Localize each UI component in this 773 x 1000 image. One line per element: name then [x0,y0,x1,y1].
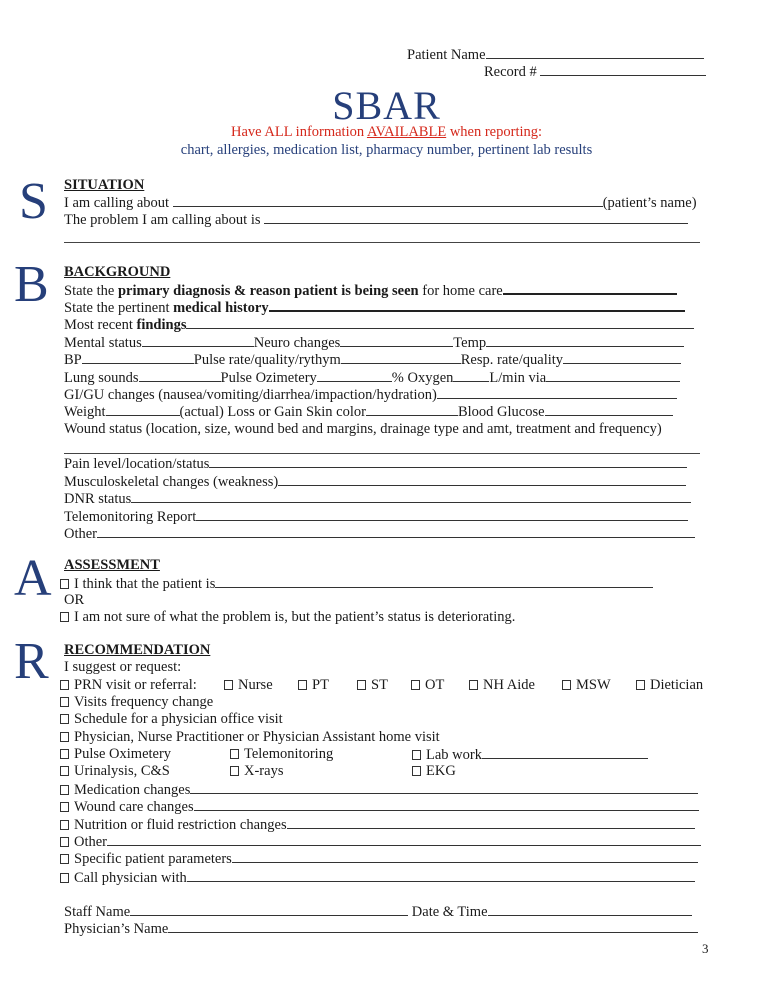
medication-label: Medication changes [74,782,191,798]
musculo-row [64,473,686,491]
oxygen-field[interactable] [453,369,489,382]
situation-line-1-label: I am calling about [64,195,170,211]
wound-care-row [60,798,699,816]
rec-other-row [60,833,701,851]
patient-calling-about-field[interactable] [173,194,603,207]
ot-option [411,677,444,694]
dnr-label: DNR status [64,491,132,507]
skin-color-label: (actual) Loss or Gain Skin color [179,404,366,420]
skin-color-field[interactable] [366,403,458,416]
weight-label: Weight [64,404,106,420]
assessment-2-checkbox[interactable] [60,612,69,622]
page-title: SBAR [332,83,441,128]
physician-row [64,920,698,938]
xrays-label: X-rays [244,763,284,779]
dietician-label: Dietician [650,677,704,693]
medication-field[interactable] [190,781,698,794]
mental-status-field[interactable] [142,334,254,347]
resp-rate-field[interactable] [563,351,681,364]
background-letter: B [14,256,49,313]
call-physician-label: Call physician with [74,870,187,886]
assessment-option-1 [60,575,653,593]
physician-name-field[interactable] [168,920,698,933]
lab-work-field[interactable] [482,746,648,759]
telemonitoring-label: Telemonitoring [244,746,334,762]
page-number: 3 [702,941,709,956]
call-physician-checkbox[interactable] [60,873,69,883]
bp-row [64,351,681,369]
rec-other-label: Other [74,834,108,850]
wound-status-field[interactable] [64,453,700,454]
dietician-option [636,677,703,694]
record-row [484,63,706,81]
physician-np-row [60,729,440,746]
physician-np-checkbox[interactable] [60,732,69,742]
date-time-label: Date & Time [411,904,488,920]
medication-checkbox[interactable] [60,785,69,795]
patient-name-field[interactable] [486,46,704,59]
resp-rate-label: Resp. rate/quality [460,352,564,368]
pd-label-a: State the [64,283,118,299]
problem-field[interactable] [264,211,688,224]
blood-glucose-label: Blood Glucose [457,404,545,420]
date-time-field[interactable] [488,903,692,916]
lab-work-label: Lab work [426,747,482,763]
situation-heading: SITUATION [64,177,145,193]
record-label: Record # [484,64,537,80]
telemon-field[interactable] [196,508,688,521]
notice-prefix: Have ALL information [230,124,367,140]
st-checkbox[interactable] [357,680,366,690]
notice-suffix: when reporting: [446,124,543,140]
call-physician-row [60,869,695,887]
situation-extra-line[interactable] [64,242,700,243]
notice-line [0,124,773,141]
recent-findings-row [64,316,694,334]
pd-label-c: for home care [418,283,503,299]
blood-glucose-field[interactable] [545,403,673,416]
pulse-ox-option-label: Pulse Oximetery [74,746,172,762]
nh-aide-option [469,677,535,694]
nh-aide-checkbox[interactable] [469,680,478,690]
lung-sounds-label: Lung sounds [64,370,139,386]
pulse-rate-label: Pulse rate/quality/rythym [193,352,341,368]
assessment-option-1-label: I think that the patient is [74,576,216,592]
rf-label-b: findings [136,317,187,333]
bp-label: BP [64,352,82,368]
situation-line-1-suffix: (patient’s name) [602,195,697,211]
primary-diagnosis-field[interactable] [503,281,677,295]
pulse-ox-field[interactable] [317,369,392,382]
pt-label: PT [312,677,329,693]
nurse-option [224,677,273,694]
telemonitoring-checkbox[interactable] [230,749,239,759]
recommendation-intro: I suggest or request: [64,659,182,675]
specific-checkbox[interactable] [60,854,69,864]
musculo-field[interactable] [278,473,686,486]
nutrition-row [60,816,695,834]
ekg-checkbox[interactable] [412,766,421,776]
background-heading: BACKGROUND [64,264,171,280]
schedule-row [60,711,283,728]
staff-name-field[interactable] [130,903,408,916]
nutrition-label: Nutrition or fluid restriction changes [74,817,287,833]
pain-field[interactable] [209,455,687,468]
pain-label: Pain level/location/status [64,456,210,472]
prn-row [60,677,197,694]
visits-freq-row [60,694,213,711]
assessment-1-checkbox[interactable] [60,579,69,589]
visits-freq-label: Visits frequency change [74,694,214,710]
recommendation-letter: R [14,633,49,690]
staff-row [64,903,692,921]
telemon-label: Telemonitoring Report [64,509,197,525]
st-label: ST [371,677,388,693]
nurse-label: Nurse [238,677,273,693]
lung-sounds-row [64,369,680,387]
schedule-label: Schedule for a physician office visit [74,711,283,727]
schedule-checkbox[interactable] [60,714,69,724]
pulse-ox-option [60,746,171,763]
weight-row [64,403,673,421]
recommendation-heading: RECOMMENDATION [64,642,211,658]
mh-label-b: medical history [173,300,269,316]
gigu-field[interactable] [437,386,677,399]
lung-sounds-field[interactable] [139,369,221,382]
msw-label: MSW [576,677,611,693]
pulse-rate-field[interactable] [341,351,461,364]
ot-checkbox[interactable] [411,680,420,690]
patient-name-row [407,46,704,64]
prn-checkbox[interactable] [60,680,69,690]
msw-checkbox[interactable] [562,680,571,690]
medication-row [60,781,698,799]
mental-status-row [64,334,684,352]
msw-option [562,677,611,694]
notice-emphasis: AVAILABLE [366,124,447,140]
specific-row [60,850,698,868]
temp-label: Temp [453,335,487,351]
specific-label: Specific patient parameters [74,851,232,867]
assessment-heading: ASSESSMENT [64,557,160,573]
prn-label: PRN visit or referral: [74,677,197,693]
staff-name-label: Staff Name [64,904,131,920]
st-option [357,677,388,694]
other-field[interactable] [97,525,695,538]
pulse-ox-checkbox[interactable] [60,749,69,759]
physician-np-label: Physician, Nurse Practitioner or Physician Assistant home visit [74,729,440,745]
situation-line-2 [64,211,688,229]
temp-field[interactable] [486,334,684,347]
rf-label-a: Most recent [64,317,137,333]
telemon-row [64,508,688,526]
lmin-label: L/min via [489,370,547,386]
nurse-checkbox[interactable] [224,680,233,690]
nh-aide-label: NH Aide [483,677,535,693]
nutrition-field[interactable] [287,816,695,829]
wound-care-checkbox[interactable] [60,802,69,812]
record-field[interactable] [540,63,706,76]
pt-option [298,677,329,694]
visits-freq-checkbox[interactable] [60,697,69,707]
neuro-changes-label: Neuro changes [253,335,341,351]
lab-work-checkbox[interactable] [412,750,421,760]
wound-status-label: Wound status (location, size, wound bed and margins, drainage type and amt, treatment and frequency) [64,421,662,437]
xrays-option [230,763,283,780]
assessment-letter: A [14,550,52,607]
dnr-field[interactable] [131,490,691,503]
musculo-label: Musculoskeletal changes (weakness) [64,474,279,490]
situation-letter: S [19,173,48,230]
notice-items: chart, allergies, medication list, pharmacy number, pertinent lab results [180,142,593,158]
specific-field[interactable] [232,850,698,863]
ekg-label: EKG [426,763,456,779]
medical-history-field[interactable] [269,298,685,312]
other-row [64,525,695,543]
lab-work-option [412,746,648,764]
situation-line-1 [64,194,697,212]
situation-line-2-label: The problem I am calling about is [64,212,261,228]
patient-name-label: Patient Name [407,47,486,63]
gigu-label: GI/GU changes (nausea/vomiting/diarrhea/impaction/hydration) [64,387,437,403]
urinalysis-checkbox[interactable] [60,766,69,776]
wound-care-field[interactable] [194,798,699,811]
bp-field[interactable] [82,351,194,364]
dietician-checkbox[interactable] [636,680,645,690]
xrays-checkbox[interactable] [230,766,239,776]
assessment-option-2 [60,609,515,626]
ekg-option [412,763,456,780]
mh-label-a: State the pertinent [64,300,174,316]
urinalysis-option [60,763,170,780]
recent-findings-field[interactable] [186,316,694,329]
pain-row [64,455,687,473]
nutrition-checkbox[interactable] [60,820,69,830]
urinalysis-label: Urinalysis, C&S [74,763,170,779]
neuro-changes-field[interactable] [340,334,453,347]
oxygen-label: % Oxygen [391,370,454,386]
pt-checkbox[interactable] [298,680,307,690]
pulse-ox-label: Pulse Ozimetery [220,370,317,386]
gigu-row [64,386,677,404]
patient-is-field[interactable] [215,575,653,588]
rec-other-field[interactable] [107,833,701,846]
pd-label-b: primary diagnosis & reason patient is being seen [117,283,419,299]
lmin-field[interactable] [546,369,680,382]
assessment-or: OR [64,592,85,608]
assessment-option-2-label: I am not sure of what the problem is, but the patient’s status is deteriorating. [74,609,516,625]
rec-other-checkbox[interactable] [60,837,69,847]
weight-field[interactable] [106,403,180,416]
medical-history-row [64,298,685,317]
dnr-row [64,490,691,508]
physician-name-label: Physician’s Name [64,921,169,937]
mental-status-label: Mental status [64,335,142,351]
telemonitoring-option [230,746,333,763]
other-label: Other [64,526,98,542]
call-physician-field[interactable] [187,869,695,882]
wound-care-label: Wound care changes [74,799,194,815]
ot-label: OT [425,677,445,693]
